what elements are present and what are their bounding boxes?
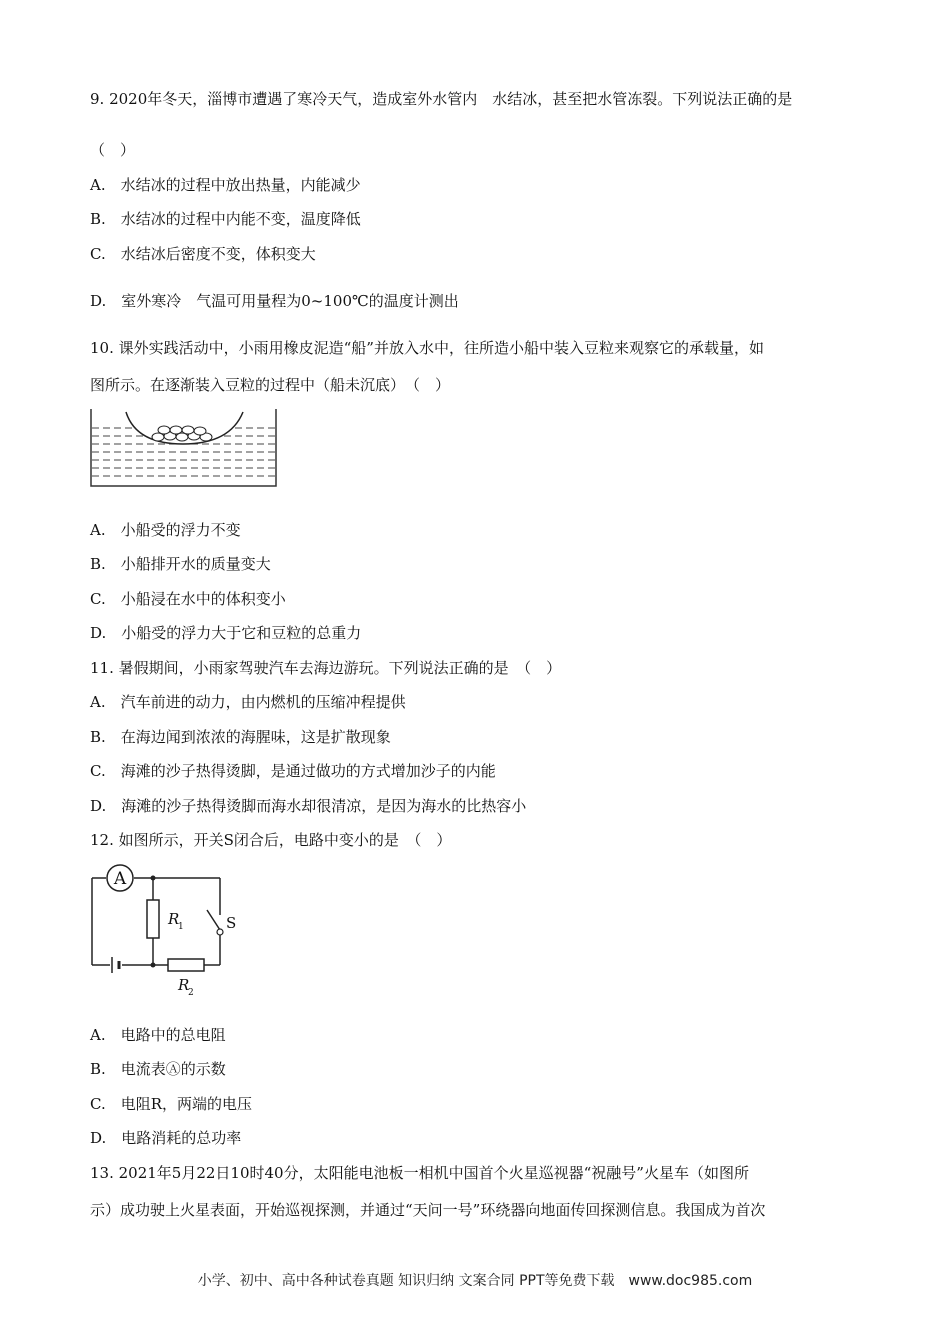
q10-option-a: A. 小船受的浮力不变 bbox=[90, 521, 241, 539]
q10-option-c: C. 小船浸在水中的体积变小 bbox=[90, 590, 286, 608]
ammeter-label: A bbox=[113, 869, 127, 889]
q13-stem-line1: 13. 2021年5月22日10时40分，太阳能电池板一相机中国首个火星巡视器“祝融号”火星车（如图所 bbox=[90, 1164, 749, 1182]
q9-option-c: C. 水结冰后密度不变，体积变大 bbox=[90, 245, 316, 263]
q12-option-a: A. 电路中的总电阻 bbox=[90, 1026, 226, 1044]
r2-label: R bbox=[178, 976, 190, 994]
q10-stem-line1: 10. 课外实践活动中，小雨用橡皮泥造“船”并放入水中，往所造小船中装入豆粒来观察它的承载量，如 bbox=[90, 339, 764, 357]
q9-stem-line1: 9. 2020年冬天，淄博市遭遇了寒冷天气，造成室外水管内 水结冰，甚至把水管冻裂。下列说法正确的是 bbox=[90, 90, 793, 108]
page-footer bbox=[0, 1270, 950, 1290]
q10-stem-line2: 图所示。在逐渐装入豆粒的过程中（船未沉底） （ ） bbox=[90, 376, 451, 394]
q12-option-d: D. 电路消耗的总功率 bbox=[90, 1129, 242, 1147]
q11-option-d: D. 海滩的沙子热得烫脚而海水却很清凉，是因为海水的比热容小 bbox=[90, 797, 527, 815]
q9-answer-bracket: （ ） bbox=[90, 141, 136, 159]
q9-option-d: D. 室外寒冷 气温可用量程为0~100℃的温度计测出 bbox=[90, 292, 459, 310]
q12-option-b: B. 电流表Ⓐ的示数 bbox=[90, 1060, 226, 1078]
q11-option-a: A. 汽车前进的动力，由内燃机的压缩冲程提供 bbox=[90, 693, 406, 711]
q9-option-a: A. 水结冰的过程中放出热量，内能减少 bbox=[90, 176, 361, 194]
footer-text: 小学、初中、高中各种试卷真题 知识归纳 文案合同 PPT等免费下载 bbox=[197, 1273, 615, 1289]
boat-in-water-figure bbox=[88, 406, 280, 490]
q11-option-c: C. 海滩的沙子热得烫脚，是通过做功的方式增加沙子的内能 bbox=[90, 762, 496, 780]
q11-option-b: B. 在海边闻到浓浓的海腥味，这是扩散现象 bbox=[90, 728, 391, 746]
q10-option-b: B. 小船排开水的质量变大 bbox=[90, 555, 271, 573]
q12-option-c: C. 电阻R，两端的电压 bbox=[90, 1095, 253, 1113]
r1-label: R bbox=[168, 910, 180, 928]
q13-stem-line2: 示）成功驶上火星表面，开始巡视探测，并通过“天问一号”环绕器向地面传回探测信息。我国成为首次 bbox=[90, 1201, 766, 1219]
switch-label: S bbox=[226, 914, 237, 932]
footer-url[interactable]: www.doc985.com bbox=[628, 1273, 753, 1289]
q12-stem: 12. 如图所示，开关S闭合后，电路中变小的是 （ ） bbox=[90, 831, 452, 849]
q10-option-d: D. 小船受的浮力大于它和豆粒的总重力 bbox=[90, 624, 362, 642]
r1-subscript: 1 bbox=[178, 922, 184, 932]
r2-subscript: 2 bbox=[188, 988, 194, 998]
circuit-diagram-figure bbox=[86, 860, 246, 998]
q11-stem: 11. 暑假期间，小雨家驾驶汽车去海边游玩。下列说法正确的是 （ ） bbox=[90, 659, 562, 677]
q9-option-b: B. 水结冰的过程中内能不变，温度降低 bbox=[90, 210, 361, 228]
